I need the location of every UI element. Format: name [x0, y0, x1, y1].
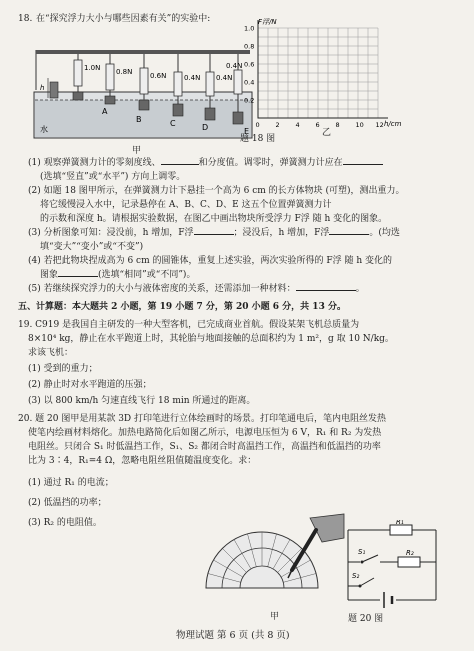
y-tick-label: 0.6	[244, 60, 255, 69]
blank-6[interactable]	[296, 290, 356, 291]
x-tick-label: 2	[275, 121, 280, 129]
graph-ylabel: F浮/N	[258, 18, 277, 26]
graph-xticks	[256, 121, 384, 129]
q18-s4b: 图象 (选填“相同”或“不同”)。	[40, 270, 196, 280]
q18-s2a: (2) 如题 18 图甲所示，在弹簧测力计下悬挂一个高为 6 cm 的长方体物块 (可塑)，测出重力。	[28, 186, 405, 196]
q19-l1: 19. C919 是我国自主研发的一种大型客机，已完成商业首航。假设某架飞机总质量为	[18, 320, 360, 330]
axis-lines	[258, 20, 388, 118]
q19-s2: (2) 静止时对水平跑道的压强；	[28, 380, 152, 390]
q18-intro: 在“探究浮力大小与哪些因素有关”的实验中:	[36, 14, 211, 24]
x-tick-label: 0	[255, 121, 260, 129]
switch-s1	[360, 555, 380, 565]
q18-s1: (1) 观察弹簧测力计的零刻度线、 和分度值。调零时，弹簧测力计应在	[28, 158, 383, 170]
blank-3[interactable]	[194, 234, 234, 235]
q18-s3: (3) 分析图象可知：浸没前，h 增加，F浮 ；浸没后，h 增加，F浮 。(均选	[28, 228, 400, 238]
q18-apparatus-figure	[32, 30, 254, 142]
x-tick-label: 4	[295, 121, 300, 129]
q19-s3: (3) 以 800 km/h 匀速直线飞行 18 min 所通过的距离。	[28, 396, 256, 406]
support-bar	[36, 50, 250, 54]
fig20-jia-label: 甲	[270, 612, 280, 622]
q18-graph	[236, 14, 404, 142]
label-e: E	[244, 127, 250, 136]
label-r1: R₁	[396, 520, 404, 526]
y-tick-label: 0.2	[244, 96, 255, 105]
fig18-yi-label: 乙	[322, 128, 332, 138]
q18-s1c: (选填“竖直”或“水平”) 方向上调零。	[40, 172, 186, 182]
battery	[384, 592, 392, 608]
resistor-r2	[398, 557, 420, 567]
fig20-caption: 题 20 图	[348, 614, 384, 624]
x-tick-label: 10	[355, 121, 364, 129]
y-tick-label: 0.4	[244, 78, 255, 87]
reading-1: 1.0N	[84, 64, 101, 72]
q18-s5: (5) 若继续探究浮力的大小与液体密度的关系，还需添加一种材料： 。	[28, 284, 365, 294]
blank-4[interactable]	[329, 234, 369, 235]
q18-s2c: 的示数和深度 h。请根据实验数据，在图乙中画出物块所受浮力 F浮 随 h 变化的图象。	[40, 214, 388, 224]
fig18-jia-label: 甲	[132, 146, 142, 156]
resistor-r1	[390, 525, 412, 535]
reading-6: 0.4N	[226, 62, 243, 70]
blank-1[interactable]	[161, 164, 199, 165]
reading-4: 0.4N	[184, 74, 201, 82]
q18-s2b: 将它缓慢浸入水中，记录悬停在 A、B、C、D、E 这五个位置弹簧测力计	[40, 200, 332, 210]
x-tick-label: 8	[335, 121, 340, 129]
q20-s2: (2) 低温挡的功率；	[28, 498, 107, 508]
q19-l3: 求该飞机：	[28, 348, 74, 358]
label-r2: R₂	[406, 549, 414, 557]
label-d: D	[202, 123, 209, 132]
q20-s1: (1) 通过 R₁ 的电流；	[28, 478, 114, 488]
q20-pen-figure	[198, 508, 348, 608]
q18-s4a: (4) 若把此物块捏成高为 6 cm 的圆锥体，重复上述实验，两次实验所得的 F浮 随 h 变化的	[28, 256, 392, 266]
section-5-title: 五、计算题：本大题共 2 小题，第 19 小题 7 分，第 20 小题 6 分，共 13 分。	[18, 302, 346, 312]
y-tick-label: 0.8	[244, 42, 255, 51]
blank-2[interactable]	[343, 164, 383, 165]
label-b: B	[136, 115, 142, 124]
q20-l4: 比为 3∶4，R₁=4 Ω，忽略电阻丝阻值随温度变化。求：	[28, 456, 257, 466]
y-tick-label: 1.0	[244, 24, 255, 33]
water-label: 水	[40, 125, 48, 134]
q20-l3: 电阻丝。只闭合 S₁ 时低温挡工作，S₁、S₂ 都闭合时高温挡工作，高温挡和低温挡的功率	[28, 442, 381, 452]
reading-5: 0.4N	[216, 74, 233, 82]
x-tick-label: 6	[315, 121, 320, 129]
q19-l2: 8×10⁴ kg，静止在水平跑道上时，其轮胎与地面接触的总面积约为 1 m²，g 取 10 N/kg。	[28, 334, 394, 344]
reading-2: 0.8N	[116, 68, 133, 76]
q20-l1: 20. 题 20 图甲是用某款 3D 打印笔进行立体绘画时的场景。打印笔通电后，笔内电阻丝发热	[18, 414, 387, 424]
graph-axes	[258, 20, 388, 118]
svg-text:h: h	[40, 84, 45, 92]
graph-grid	[258, 28, 378, 118]
label-s2: S₂	[352, 572, 360, 580]
label-a: A	[102, 107, 108, 116]
q20-circuit	[340, 520, 444, 610]
q18-s3d: 填“变大”“变小”或“不变”)	[40, 242, 144, 252]
drawn-protractor-artwork	[206, 532, 318, 588]
graph-xlabel: h/cm	[384, 120, 402, 128]
q20-l2: 使笔内绘画材料熔化。加热电路简化后如图乙所示，电源电压恒为 6 V，R₁ 和 R₂ 为发热	[28, 428, 382, 438]
reading-3: 0.6N	[150, 72, 167, 80]
q19-s1: (1) 受到的重力；	[28, 364, 98, 374]
label-s1: S₁	[358, 548, 366, 556]
q20-s3: (3) R₂ 的电阻值。	[28, 518, 102, 528]
page-footer: 物理试题 第 6 页 (共 8 页)	[176, 630, 290, 641]
blank-5[interactable]	[58, 276, 98, 277]
graph-yticks	[244, 25, 254, 105]
label-c: C	[170, 119, 176, 128]
fig18-caption: 题 18 图	[240, 134, 276, 144]
x-tick-label: 12	[375, 121, 384, 129]
q18-number: 18.	[18, 14, 33, 24]
